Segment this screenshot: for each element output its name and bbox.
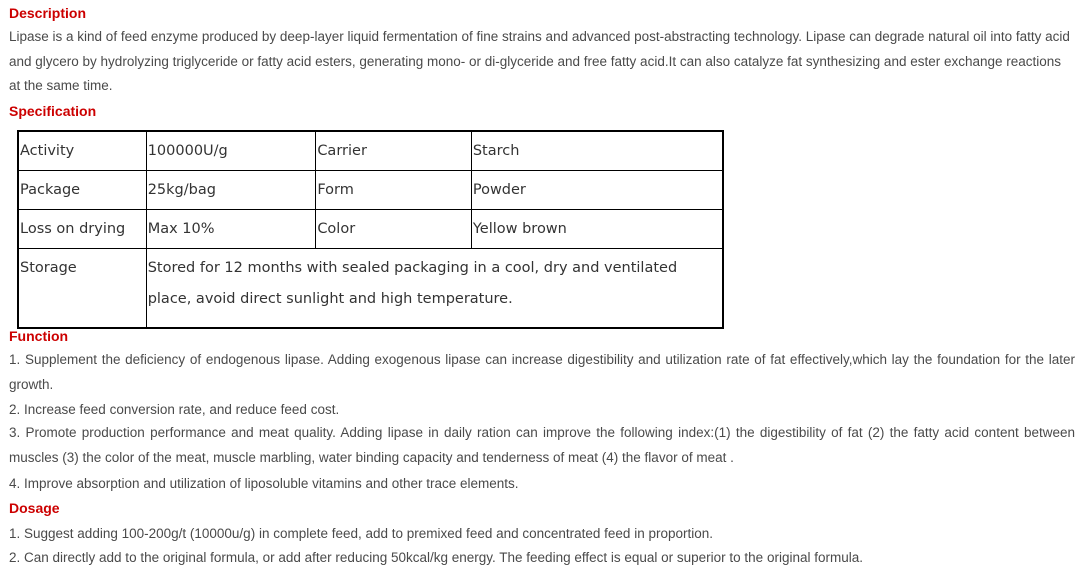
spec-value-storage: Stored for 12 months with sealed packaging in a cool, dry and ventilated place, avoid direct sunlight and high temperature. — [146, 249, 723, 329]
spec-key-color: Color — [316, 210, 472, 249]
function-item: 2. Increase feed conversion rate, and reduce feed cost. — [9, 402, 340, 417]
spec-key-activity: Activity — [18, 131, 146, 171]
function-item: 4. Improve absorption and utilization of liposoluble vitamins and other trace elements. — [9, 476, 519, 491]
spec-value-form: Powder — [471, 171, 723, 210]
dosage-heading: Dosage — [9, 500, 60, 516]
specification-table — [17, 130, 724, 329]
table-row — [18, 249, 723, 329]
dosage-item: 1. Suggest adding 100-200g/t (10000u/g) in complete feed, add to premixed feed and concentrated feed in proportion. — [9, 526, 713, 541]
spec-value-activity: 100000U/g — [146, 131, 316, 171]
spec-key-storage: Storage — [18, 249, 146, 329]
function-item: 3. Promote production performance and meat quality. Adding lipase in daily ration can improve the following index:(1) the digestibility of fat (2) the fatty acid content between muscles (3) the color of the meat, muscle marbling, water binding capacity and tenderness of meat (4) the flavor of meat . — [9, 425, 1075, 465]
spec-key-package: Package — [18, 171, 146, 210]
spec-key-loss-on-drying: Loss on drying — [18, 210, 146, 249]
spec-value-carrier: Starch — [471, 131, 723, 171]
spec-value-loss-on-drying: Max 10% — [146, 210, 316, 249]
spec-value-package: 25kg/bag — [146, 171, 316, 210]
description-text: Lipase is a kind of feed enzyme produced by deep-layer liquid fermentation of fine strains and advanced post-abstracting technology. Lipase can degrade natural oil into fatty acid and glycero by hydrolyzing triglyceride or fatty acid esters, generating mono- or di-glyceride and free fatty acid.It can also catalyze fat synthesizing and ester exchange reactions at the same time. — [9, 29, 1070, 93]
table-row — [18, 131, 723, 171]
table-row — [18, 210, 723, 249]
spec-value-color: Yellow brown — [471, 210, 723, 249]
spec-key-carrier: Carrier — [316, 131, 472, 171]
table-row — [18, 171, 723, 210]
dosage-item: 2. Can directly add to the original formula, or add after reducing 50kcal/kg energy. The feeding effect is equal or superior to the original formula. — [9, 550, 863, 565]
spec-key-form: Form — [316, 171, 472, 210]
function-heading: Function — [9, 328, 69, 344]
specification-heading: Specification — [9, 103, 97, 119]
description-heading: Description — [9, 5, 87, 21]
function-item: 1. Supplement the deficiency of endogenous lipase. Adding exogenous lipase can increase digestibility and utilization rate of fat effectively,which lay the foundation for the later growth. — [9, 352, 1075, 392]
